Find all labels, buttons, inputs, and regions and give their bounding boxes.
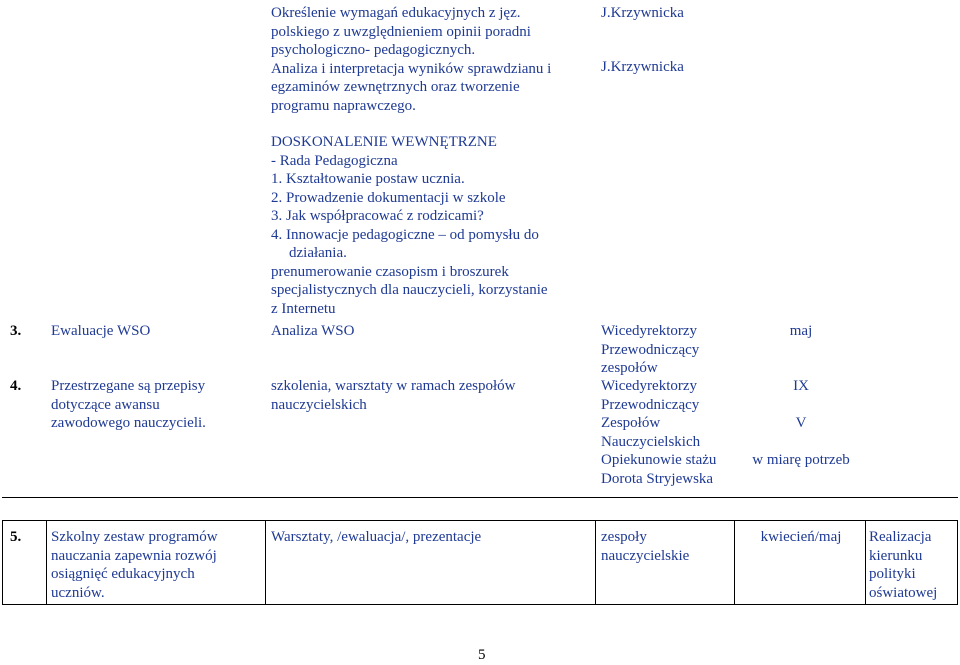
row-responsible-line: Przewodniczący	[601, 396, 700, 413]
dev-line: 2. Prowadzenie dokumentacji w szkole	[271, 189, 506, 206]
row-number: 4.	[10, 378, 22, 394]
row-outcome-line: oświatowej	[869, 584, 938, 601]
row-responsible-line: Wicedyrektorzy	[601, 323, 698, 339]
row-responsible-line: Przewodniczący	[601, 341, 700, 358]
dev-line: działania.	[289, 245, 347, 261]
row-term	[738, 322, 864, 341]
task-line: programu naprawczego.	[271, 97, 416, 114]
row-responsible-line: Zespołów	[601, 415, 661, 431]
row-method-line: Warsztaty, /ewaluacja/, prezentacje	[271, 529, 482, 545]
row-term-line: IX	[793, 378, 809, 394]
row-term	[738, 528, 864, 547]
dev-line: - Rada Pedagogiczna	[271, 152, 398, 169]
row-title	[51, 377, 206, 433]
row-title-line: osiągnięć edukacyjnych	[51, 566, 195, 582]
row-title-line: Przestrzegane są przepisy	[51, 378, 206, 394]
table-rule-vertical	[865, 520, 866, 605]
row-outcome	[869, 528, 937, 602]
owner-name: J.Krzywnicka	[601, 59, 684, 75]
task-line: Określenie wymagań edukacyjnych z jęz.	[271, 5, 521, 21]
table-rule-horizontal	[2, 520, 958, 521]
task-description	[271, 4, 551, 115]
row-method-line: nauczycielskich	[271, 396, 367, 413]
row-title-line: nauczania zapewnia rozwój	[51, 547, 217, 564]
table-rule-vertical	[595, 520, 596, 605]
row-method-line: szkolenia, warsztaty w ramach zespołów	[271, 378, 516, 394]
dev-line: prenumerowanie czasopism i broszurek	[271, 263, 509, 280]
dev-line: 4. Innowacje pedagogiczne – od pomysłu do	[271, 226, 539, 243]
row-responsible-line: zespoły	[601, 529, 647, 545]
row-method	[271, 528, 481, 547]
row-responsible-line: Nauczycielskich	[601, 433, 701, 450]
dev-line: specjalistycznych dla nauczycieli, korzystanie	[271, 282, 548, 298]
row-method	[271, 377, 516, 414]
task-line: polskiego z uwzględnieniem opinii poradni	[271, 23, 531, 40]
row-method	[271, 322, 354, 341]
internal-development-list	[271, 133, 548, 318]
row-term-line: maj	[789, 323, 813, 339]
table-rule-horizontal	[2, 497, 958, 498]
row-responsible-line: nauczycielskie	[601, 547, 690, 564]
dev-line: 3. Jak współpracować z rodzicami?	[271, 208, 484, 224]
row-number: 3.	[10, 323, 22, 339]
table-rule-vertical	[2, 520, 3, 605]
task-line: Analiza i interpretacja wyników sprawdzianu i	[271, 60, 552, 77]
row-term-line: w miarę potrzeb	[752, 452, 850, 468]
row-responsible-line: Opiekunowie stażu	[601, 452, 717, 468]
task-line: egzaminów zewnętrznych oraz tworzenie	[271, 79, 520, 95]
row-outcome-line: kierunku	[869, 547, 923, 564]
task-line: psychologiczno- pedagogicznych.	[271, 42, 476, 58]
page-number: 5	[478, 647, 486, 663]
row-responsible	[601, 528, 689, 565]
dev-line: 1. Kształtowanie postaw ucznia.	[271, 171, 465, 187]
row-title-line: zawodowego nauczycieli.	[51, 415, 206, 431]
row-responsible	[601, 322, 699, 378]
row-title	[51, 322, 150, 341]
dev-line: z Internetu	[271, 300, 336, 317]
row-responsible	[601, 377, 716, 488]
row-outcome-line: Realizacja	[869, 529, 932, 545]
row-title-line: uczniów.	[51, 584, 105, 601]
row-responsible-line: zespołów	[601, 360, 658, 376]
row-title-line: Szkolny zestaw programów	[51, 529, 218, 545]
row-responsible-line: Dorota Stryjewska	[601, 470, 714, 487]
row-responsible-line: Wicedyrektorzy	[601, 378, 698, 394]
row-term	[738, 377, 864, 470]
dev-heading: DOSKONALENIE WEWNĘTRZNE	[271, 134, 497, 150]
row-term-line: V	[795, 415, 807, 431]
row-title-line: dotyczące awansu	[51, 396, 160, 413]
table-rule-vertical	[734, 520, 735, 605]
row-method-line: Analiza WSO	[271, 323, 355, 339]
table-rule-vertical	[265, 520, 266, 605]
table-rule-vertical	[46, 520, 47, 605]
row-number: 5.	[10, 529, 22, 545]
row-outcome-line: polityki	[869, 566, 916, 582]
table-rule-horizontal	[2, 604, 958, 605]
row-term-line: kwiecień/maj	[760, 529, 842, 545]
row-title	[51, 528, 218, 602]
row-title-line: Ewaluacje WSO	[51, 323, 151, 339]
owner-name: J.Krzywnicka	[601, 5, 684, 21]
table-rule-vertical	[957, 520, 958, 605]
